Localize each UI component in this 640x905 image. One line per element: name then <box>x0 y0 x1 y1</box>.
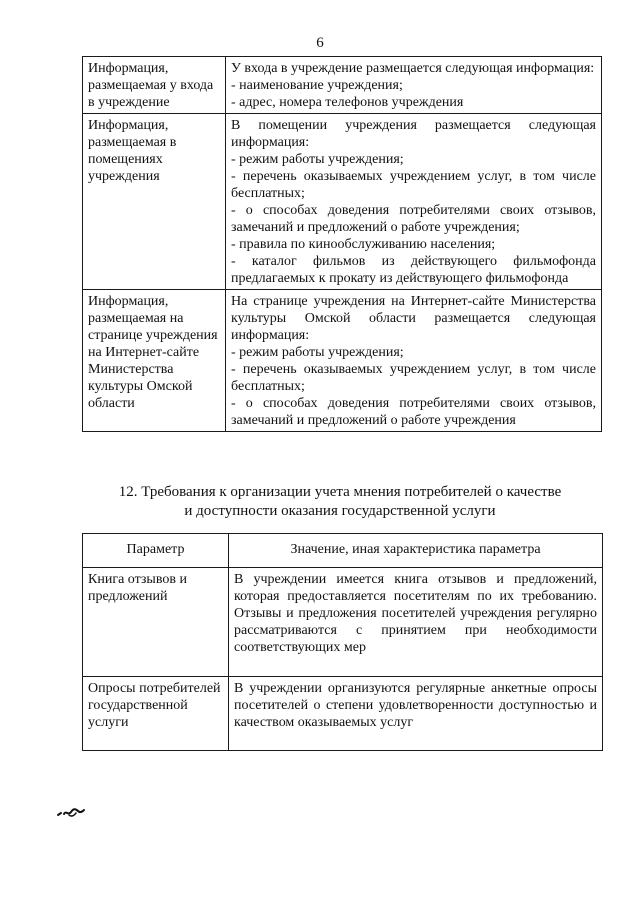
info-line: - о способах доведения потребителями своих отзывов, замечаний и предложений о работе учреждения; <box>231 203 596 235</box>
feedback-table <box>82 533 603 751</box>
info-label-cell: Информация, размещаемая на странице учреждения на Интернет-сайте Министерства культуры Омской области <box>83 290 226 432</box>
parameter-cell: Опросы потребителей государственной услуги <box>83 677 229 751</box>
section-heading <box>80 483 600 521</box>
info-line: - режим работы учреждения; <box>231 152 404 167</box>
info-content-cell <box>226 114 602 290</box>
info-line: - адрес, номера телефонов учреждения <box>231 95 464 110</box>
info-line: - о способах доведения потребителями своих отзывов, замечаний и предложений о работе учреждения <box>231 396 596 428</box>
table-row <box>83 677 603 751</box>
info-placement-table <box>82 56 602 432</box>
table-header-row <box>83 534 603 568</box>
info-line: - правила по кинообслуживанию населения; <box>231 237 496 252</box>
info-line: У входа в учреждение размещается следующая информация: <box>231 61 595 76</box>
table-row <box>83 57 602 114</box>
table-row <box>83 568 603 677</box>
value-cell: В учреждении имеется книга отзывов и предложений, которая предоставляется посетителям по их требованию. Отзывы и предложения посетителей учреждения регулярно рассматриваются с принятием при необходимости соответствующих мер <box>229 568 603 677</box>
table-row <box>83 114 602 290</box>
info-content-cell <box>226 57 602 114</box>
info-line: На странице учреждения на Интернет-сайте Министерства культуры Омской области размещается следующая информация: <box>231 294 596 343</box>
info-line: - каталог фильмов из действующего фильмофонда предлагаемых к прокату из действующего фильмофонда <box>231 254 596 286</box>
table-row <box>83 290 602 432</box>
info-line: В помещении учреждения размещается следующая информация: <box>231 118 596 150</box>
info-line: - наименование учреждения; <box>231 78 403 93</box>
column-header-parameter: Параметр <box>83 534 229 568</box>
section-heading-line: и доступности оказания государственной услуги <box>184 503 496 519</box>
column-header-value: Значение, иная характеристика параметра <box>229 534 603 568</box>
parameter-cell: Книга отзывов и предложений <box>83 568 229 677</box>
info-label-cell: Информация, размещаемая у входа в учреждение <box>83 57 226 114</box>
value-cell: В учреждении организуются регулярные анкетные опросы посетителей о степени удовлетворенности доступностью и качеством оказываемых услуг <box>229 677 603 751</box>
info-line: - перечень оказываемых учреждением услуг, в том числе бесплатных; <box>231 169 596 201</box>
info-label-cell: Информация, размещаемая в помещениях учреждения <box>83 114 226 290</box>
info-line: - режим работы учреждения; <box>231 345 404 360</box>
page-number: 6 <box>316 35 324 51</box>
signature-mark-icon <box>56 800 86 822</box>
section-heading-line: 12. Требования к организации учета мнения потребителей о качестве <box>118 484 562 500</box>
info-line: - перечень оказываемых учреждением услуг, в том числе бесплатных; <box>231 362 596 394</box>
info-content-cell <box>226 290 602 432</box>
